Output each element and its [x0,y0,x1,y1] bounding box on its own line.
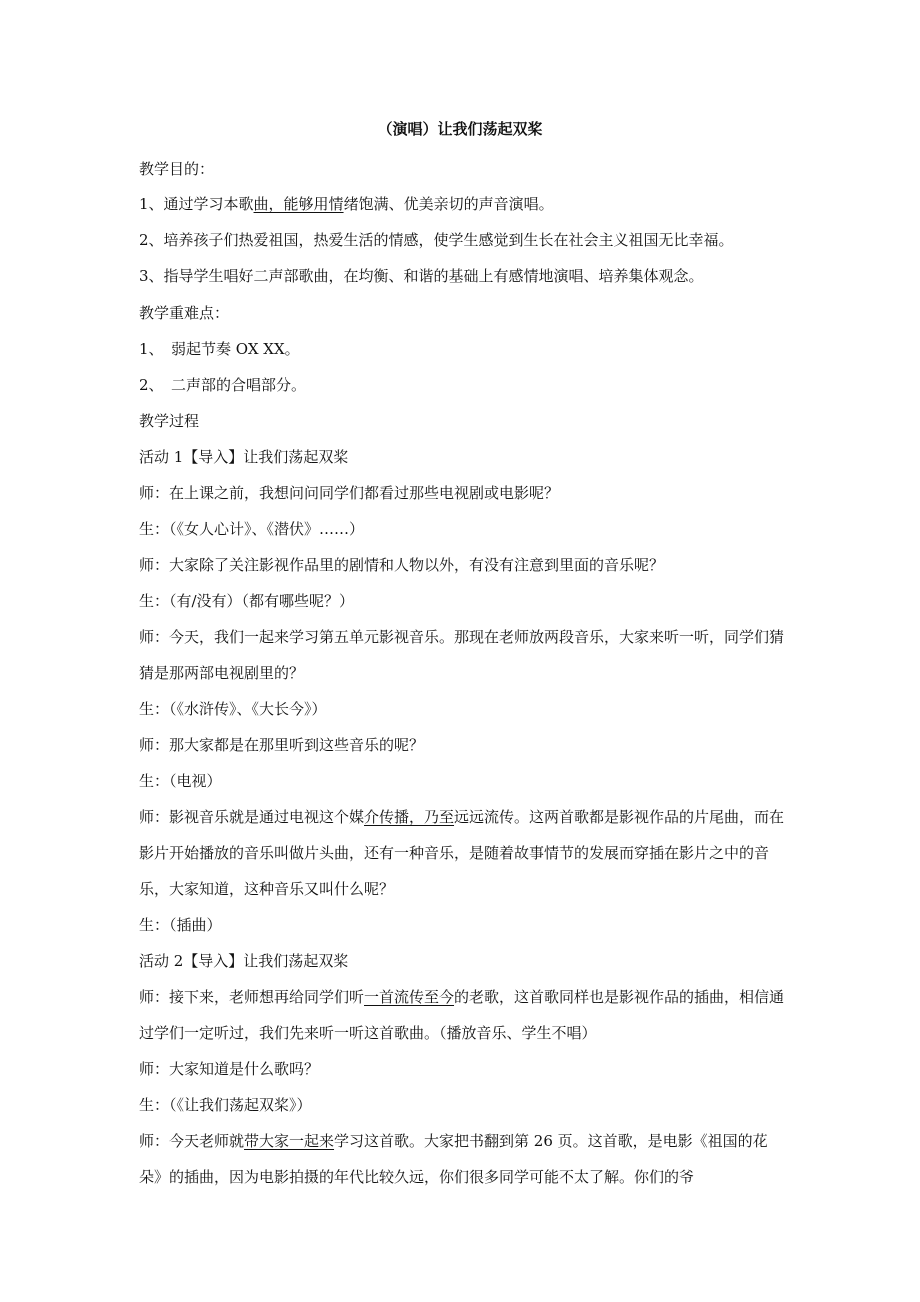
dialogue-line: 师：那大家都是在那里听到这些音乐的呢？ [139,736,425,754]
activity-1-heading: 活动 1【导入】让我们荡起双桨 [139,448,349,466]
goal-1-underlined: 曲，能够用情 [253,195,344,213]
heading-key-points: 教学重难点： [139,304,230,322]
dialogue-text-b: 学习这首歌。大家把书翻到第 26 页。这首歌，是电影《祖国的花朵》的插曲，因为电影拍摄的年代比较久远，你们很多同学可能不太了解。你们的爷 [139,1132,768,1186]
dialogue-line: 师：大家知道是什么歌吗？ [139,1060,320,1078]
heading-teaching-goals: 教学目的： [139,160,215,178]
dialogue-line: 师：在上课之前，我想问问同学们都看过那些电视剧或电影呢？ [139,484,560,502]
dialogue-line [139,1123,789,1195]
dialogue-underlined: 带大家一起来 [244,1132,335,1150]
goal-1-text-b: 绪饱满、优美亲切的声音演唱。 [343,195,554,213]
dialogue-line: 生：（《女人心计》、《潜伏》……） [139,520,365,538]
key-point-2: 2、 二声部的合唱部分。 [139,376,307,394]
dialogue-underlined: 介传播，乃至 [364,808,455,826]
dialogue-line: 生：（《让我们荡起双桨》） [139,1096,312,1114]
dialogue-line: 师：今天，我们一起来学习第五单元影视音乐。那现在老师放两段音乐，大家来听一听，同学们猜猜是那两部电视剧里的？ [139,628,785,682]
goal-1 [139,186,789,222]
dialogue-line [139,979,789,1051]
goal-1-text-a: 1、通过学习本歌 [139,195,254,213]
dialogue-line [139,799,789,907]
goal-2: 2、培养孩子们热爱祖国，热爱生活的情感，使学生感觉到生长在社会主义祖国无比幸福。 [139,231,734,249]
dialogue-text-b: 远远流传。这两首歌都是影视作品的片尾曲，而在影片开始播放的音乐叫做片头曲，还有一种音乐，是随着故事情节的发展而穿插在影片之中的音乐，大家知道，这种音乐又叫什么呢？ [139,808,785,898]
dialogue-line: 生：（电视） [139,772,222,790]
goal-3: 3、指导学生唱好二声部歌曲，在均衡、和谐的基础上有感情地演唱、培养集体观念。 [139,267,704,285]
dialogue-text-a: 师：接下来，老师想再给同学们听 [139,988,365,1006]
key-point-1: 1、 弱起节奏 OX XX。 [139,340,300,358]
dialogue-line: 生：（《水浒传》、《大长今》） [139,700,327,718]
heading-teaching-process: 教学过程 [139,412,200,430]
dialogue-line: 生：（有/没有）（都有哪些呢？） [139,592,355,610]
dialogue-underlined: 一首流传至今 [364,988,455,1006]
dialogue-text-a: 师：影视音乐就是通过电视这个媒 [139,808,365,826]
dialogue-text-a: 师：今天老师就 [139,1132,245,1150]
activity-2-heading: 活动 2【导入】让我们荡起双桨 [139,952,349,970]
dialogue-line: 师：大家除了关注影视作品里的剧情和人物以外，有没有注意到里面的音乐呢？ [139,556,665,574]
dialogue-line: 生：（插曲） [139,916,222,934]
dialogue-text-b: 的老歌，这首歌同样也是影视作品的插曲，相信通过学们一定听过，我们先来听一听这首歌曲。（播放音乐、学生不唱） [139,988,785,1042]
document-title: （演唱）让我们荡起双桨 [377,120,543,138]
